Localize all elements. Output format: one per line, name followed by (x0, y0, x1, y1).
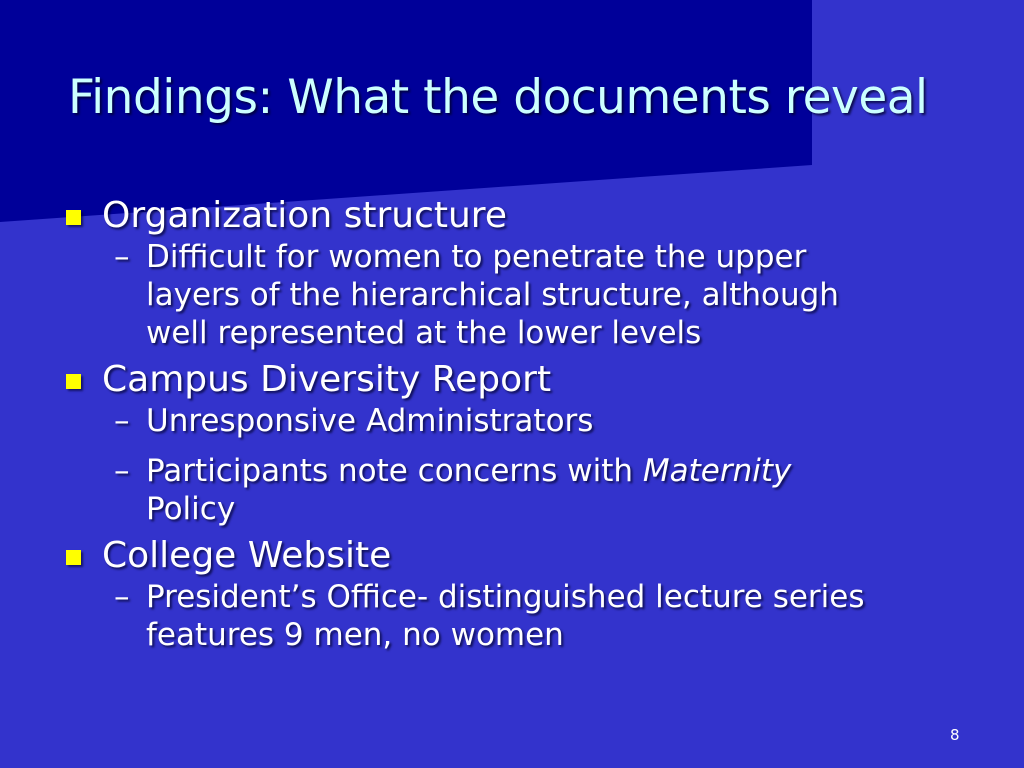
italic-emphasis: Maternity (642, 453, 792, 489)
slide-title: Findings: What the documents reveal (68, 70, 928, 125)
dash-icon: – (114, 453, 130, 489)
bullet-campus-diversity-report (62, 358, 962, 402)
sub-bullet-line: well represented at the lower levels (146, 315, 702, 351)
dash-icon: – (114, 239, 130, 275)
sub-bullet (62, 238, 926, 352)
bullet-college-website (62, 534, 962, 578)
sub-bullet (62, 578, 926, 654)
bullet-organization-structure (62, 194, 962, 238)
dash-icon: – (114, 403, 130, 439)
sub-bullet-line: layers of the hierarchical structure, although (146, 277, 839, 313)
sub-bullet-line: Unresponsive Administrators (146, 403, 594, 439)
sub-bullet-line (146, 452, 926, 490)
sub-bullet-line: features 9 men, no women (146, 617, 564, 653)
sub-bullet-text: Participants note concerns with (146, 453, 643, 489)
square-bullet-icon (66, 210, 81, 225)
sub-bullet-line: Policy (146, 491, 236, 527)
page-number: 8 (950, 726, 960, 744)
slide-body (62, 188, 962, 654)
sub-bullet-line: President’s Office- distinguished lecture series (146, 579, 865, 615)
bullet-heading: Campus Diversity Report (102, 359, 552, 400)
sub-bullet (62, 402, 926, 440)
bullet-heading: Organization structure (102, 195, 507, 236)
square-bullet-icon (66, 374, 81, 389)
dash-icon: – (114, 579, 130, 615)
sub-bullet-line: Difficult for women to penetrate the upper (146, 239, 807, 275)
square-bullet-icon (66, 550, 81, 565)
sub-bullet (62, 452, 926, 528)
bullet-heading: College Website (102, 535, 392, 576)
